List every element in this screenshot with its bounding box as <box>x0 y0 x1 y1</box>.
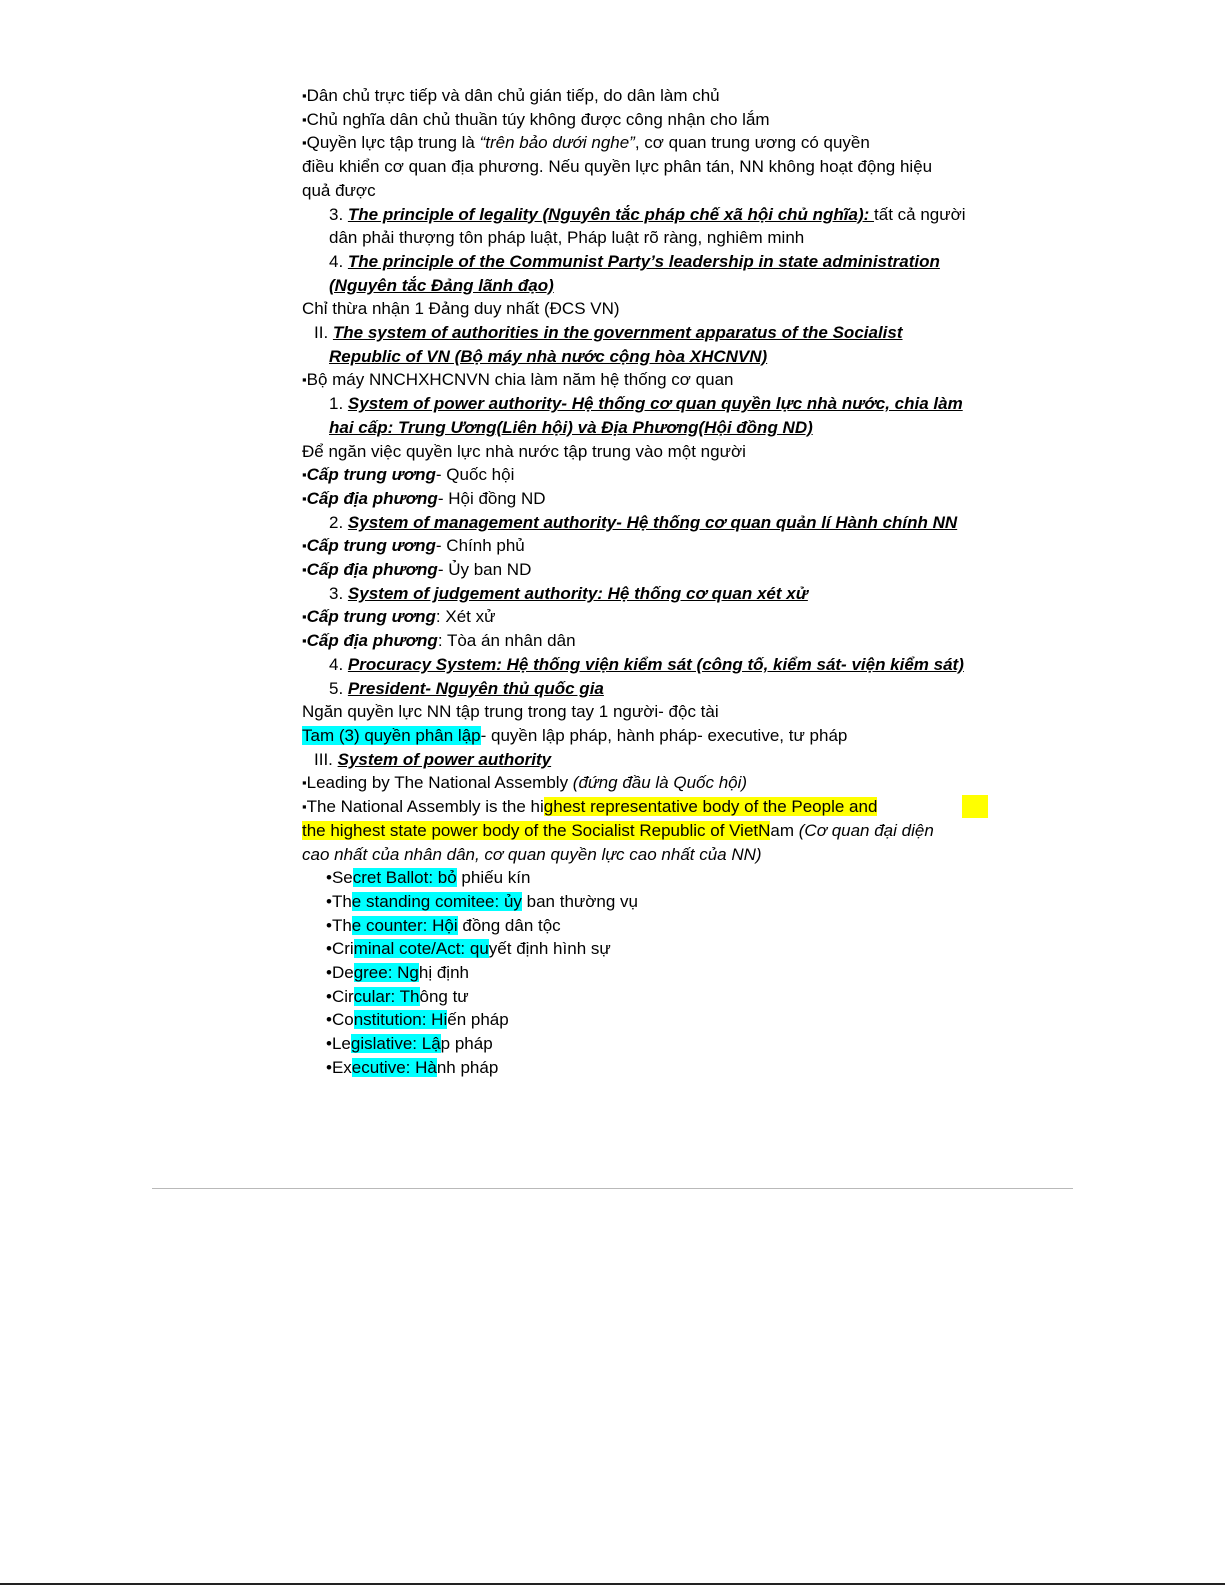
heading-text: The principle of legality (Nguyên tắc pháp chế xã hội chủ nghĩa): <box>347 204 875 224</box>
glossary-item <box>302 914 992 938</box>
bullet: ▪ <box>302 467 307 483</box>
highlighted-text: e counter: Hội <box>351 915 458 935</box>
heading-text: System of management authority- Hệ thống cơ quan quản lí Hành chính NN <box>347 512 958 532</box>
glossary-item <box>302 890 992 914</box>
list-number: 3. <box>329 583 348 603</box>
line-text: Ngăn quyền lực NN tập trung trong tay 1 người- độc tài <box>302 702 719 722</box>
text-line <box>302 179 992 203</box>
text-line <box>302 297 992 321</box>
line-text: - quyền lập pháp, hành pháp- executive, tư pháp <box>480 725 848 745</box>
text-line <box>302 368 992 392</box>
roman-numeral: II. <box>314 323 333 343</box>
numbered-heading <box>302 653 992 677</box>
glossary-prefix: •Le <box>326 1034 351 1054</box>
level-label: Cấp địa phương <box>306 560 438 580</box>
line-text: Bộ máy NNCHXHCNVN chia làm năm hệ thống cơ quan <box>306 370 734 390</box>
text-line <box>302 440 992 464</box>
numbered-heading <box>302 582 992 606</box>
line-text: Chỉ thừa nhận 1 Đảng duy nhất (ĐCS VN) <box>302 299 620 319</box>
numbered-heading <box>302 677 992 701</box>
line-text: Quyền lực tập trung là <box>306 133 480 153</box>
line-text: - Chính phủ <box>435 536 525 556</box>
heading-text: Republic of VN (Bộ máy nhà nước cộng hòa XHCNVN) <box>329 346 768 366</box>
text-line <box>302 534 992 558</box>
glossary-item <box>302 1008 992 1032</box>
bullet: ▪ <box>302 775 307 791</box>
translation-text: (Cơ quan đại diện <box>798 820 934 840</box>
heading-text: The system of authorities in the government apparatus of the Socialist <box>332 323 903 343</box>
list-number: 5. <box>329 678 348 698</box>
line-text: - Hội đồng ND <box>437 488 546 508</box>
bullet: ▪ <box>302 372 307 388</box>
text-line <box>302 629 992 653</box>
line-text: am <box>770 820 799 840</box>
text-line <box>302 843 992 867</box>
glossary-item <box>302 866 992 890</box>
glossary-prefix: •Cri <box>326 939 354 959</box>
heading-text: (Nguyên tắc Đảng lãnh đạo) <box>329 275 554 295</box>
level-label: Cấp địa phương <box>306 488 438 508</box>
text-line <box>302 108 992 132</box>
heading-text: System of power authority- Hệ thống cơ quan quyền lực nhà nước, chia làm <box>347 394 963 414</box>
heading-text: hai cấp: Trung Ương(Liên hội) và Địa Phương(Hội đồng ND) <box>329 417 813 437</box>
translation-text: (đứng đầu là Quốc hội) <box>572 773 748 793</box>
text-line <box>302 131 992 155</box>
glossary-prefix: •Cir <box>326 986 354 1006</box>
bullet: ▪ <box>302 562 307 578</box>
line-text: tất cả người <box>874 204 966 224</box>
text-line <box>302 84 992 108</box>
highlighted-text: gree: Ng <box>353 963 419 983</box>
list-number: 3. <box>329 204 348 224</box>
glossary-item <box>302 937 992 961</box>
glossary-item <box>302 985 992 1009</box>
line-text: : Xét xử <box>435 607 496 627</box>
glossary-suffix: ban thường vụ <box>521 891 639 911</box>
text-line <box>302 724 992 748</box>
list-number: 2. <box>329 512 348 532</box>
line-text: : Tòa án nhân dân <box>437 631 576 651</box>
highlighted-text: Tam (3) quyền phân lập <box>302 725 481 745</box>
bullet: ▪ <box>302 88 307 103</box>
heading-continuation <box>302 274 992 298</box>
text-line <box>302 771 992 795</box>
line-text: Dân chủ trực tiếp và dân chủ gián tiếp, do dân làm chủ <box>306 86 720 105</box>
line-text: - Ủy ban ND <box>437 560 532 580</box>
roman-numeral: III. <box>314 749 338 769</box>
glossary-item <box>302 1032 992 1056</box>
translation-text: cao nhất của nhân dân, cơ quan quyền lực cao nhất của NN) <box>302 844 762 864</box>
line-text: Để ngăn việc quyền lực nhà nước tập trung vào một người <box>302 441 746 461</box>
glossary-suffix: nh pháp <box>436 1057 499 1077</box>
glossary-item <box>302 961 992 985</box>
glossary-suffix: phiếu kín <box>456 868 531 888</box>
list-number: 4. <box>329 654 348 674</box>
list-number: 1. <box>329 394 348 414</box>
bullet: ▪ <box>302 538 307 554</box>
heading-text: The principle of the Communist Party’s leadership in state administration <box>347 251 940 271</box>
text-line <box>302 795 992 819</box>
text-line <box>302 700 992 724</box>
list-number: 4. <box>329 251 348 271</box>
page-divider <box>152 1188 1073 1189</box>
glossary-prefix: •Se <box>326 868 353 888</box>
highlighted-text: ecutive: Hà <box>351 1057 437 1077</box>
bullet: ▪ <box>302 633 307 649</box>
glossary-prefix: •Th <box>326 915 352 935</box>
quote-text: “trên bảo dưới nghe” <box>479 133 635 153</box>
bullet: ▪ <box>302 609 307 625</box>
text-line <box>302 155 992 179</box>
highlighted-text: cret Ballot: bỏ <box>352 868 457 888</box>
line-text: điều khiển cơ quan địa phương. Nếu quyền lực phân tán, NN không hoạt động hiệu <box>302 157 933 177</box>
text-line <box>302 463 992 487</box>
glossary-prefix: •De <box>326 963 354 983</box>
document-body <box>302 84 992 1080</box>
level-label: Cấp trung ương <box>306 465 436 485</box>
text-line <box>302 558 992 582</box>
line-text: The National Assembly is the hi <box>306 797 544 817</box>
highlighted-text: e standing comitee: ủy <box>351 891 522 911</box>
line-text: quả được <box>302 180 376 200</box>
glossary-suffix: yết định hình sự <box>488 939 611 959</box>
line-text: Leading by The National Assembly <box>306 773 573 793</box>
level-label: Cấp địa phương <box>306 631 438 651</box>
level-label: Cấp trung ương <box>306 536 436 556</box>
glossary-item <box>302 1056 992 1080</box>
highlighted-text: cular: Th <box>353 986 420 1006</box>
heading-text: President- Nguyên thủ quốc gia <box>347 678 604 698</box>
heading-text: Procuracy System: Hệ thống viện kiểm sát (công tố, kiểm sát- viện kiểm sát) <box>347 654 964 674</box>
bullet: ▪ <box>302 135 307 151</box>
text-line <box>302 487 992 511</box>
bullet: ▪ <box>302 111 307 127</box>
heading-text: System of power authority <box>337 749 552 769</box>
bullet: ▪ <box>302 490 307 506</box>
highlighted-text: ghest representative body of the People and <box>543 797 878 817</box>
glossary-prefix: •Th <box>326 891 352 911</box>
glossary-suffix: ến pháp <box>447 1010 509 1030</box>
numbered-heading <box>302 511 992 535</box>
section-heading <box>302 321 992 345</box>
numbered-heading <box>302 203 992 227</box>
highlighted-text: the highest state power body of the Socialist Republic of VietN <box>302 820 771 840</box>
glossary-suffix: hị định <box>418 963 469 983</box>
numbered-heading <box>302 392 992 416</box>
heading-continuation <box>302 345 992 369</box>
heading-continuation <box>302 416 992 440</box>
line-text: , cơ quan trung ương có quyền <box>634 133 870 153</box>
glossary-suffix: p pháp <box>440 1034 493 1054</box>
highlighted-text: minal cote/Act: qu <box>353 939 489 959</box>
highlight-mark <box>962 795 988 818</box>
text-line <box>302 819 992 843</box>
highlighted-text: gislative: Lậ <box>350 1034 441 1054</box>
numbered-heading <box>302 250 992 274</box>
bullet: ▪ <box>302 799 307 815</box>
glossary-suffix: đồng dân tộc <box>457 915 561 935</box>
text-line <box>302 605 992 629</box>
glossary-prefix: •Co <box>326 1010 354 1030</box>
heading-text: System of judgement authority: Hệ thống cơ quan xét xử <box>347 583 808 603</box>
line-text: - Quốc hội <box>435 465 515 485</box>
section-heading <box>302 748 992 772</box>
line-text: Chủ nghĩa dân chủ thuần túy không được công nhận cho lắm <box>306 109 770 129</box>
highlighted-text: nstitution: Hi <box>353 1010 448 1030</box>
level-label: Cấp trung ương <box>306 607 436 627</box>
text-line <box>302 226 992 250</box>
glossary-prefix: •Ex <box>326 1057 352 1077</box>
glossary-suffix: ông tư <box>419 986 469 1006</box>
line-text: dân phải thượng tôn pháp luật, Pháp luật rõ ràng, nghiêm minh <box>329 228 805 248</box>
